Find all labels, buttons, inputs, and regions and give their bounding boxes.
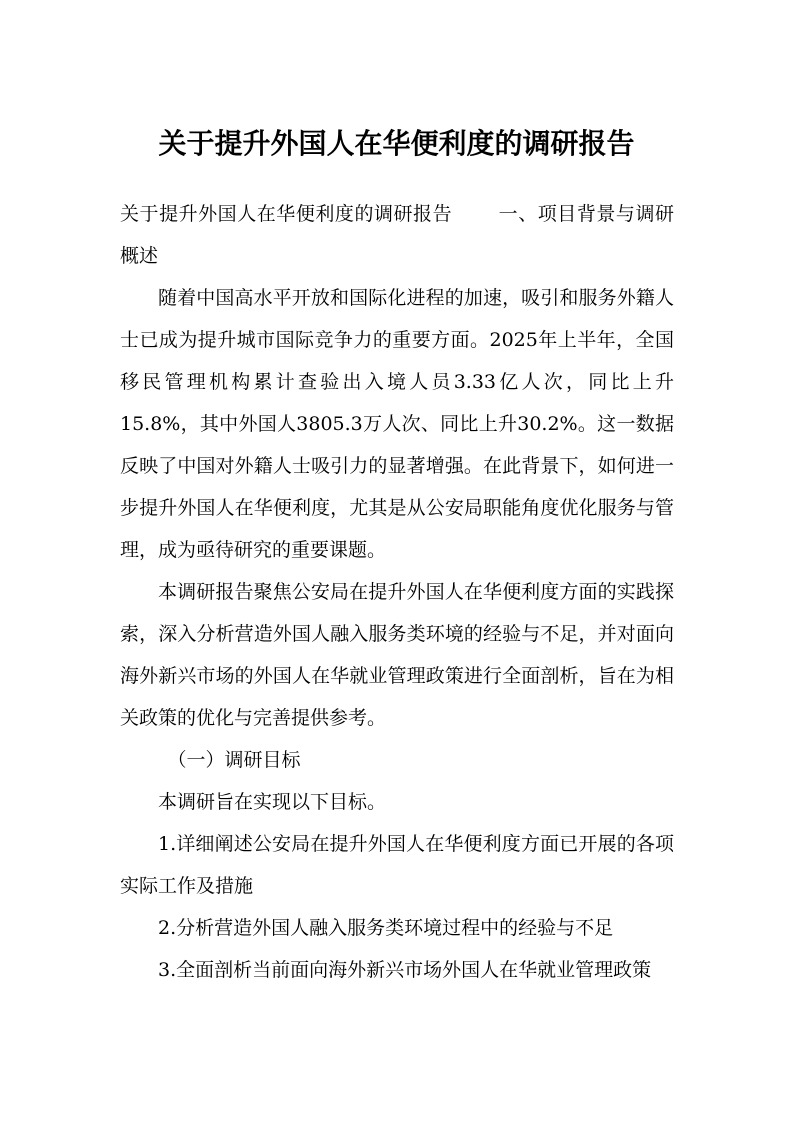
goal-item-3: 3.全面剖析当前面向海外新兴市场外国人在华就业管理政策 — [158, 959, 652, 981]
goals-intro: 本调研旨在实现以下目标。 — [158, 791, 387, 813]
goal-item-2: 2.分析营造外国人融入服务类环境过程中的经验与不足 — [158, 917, 614, 939]
document-title: 关于提升外国人在华便利度的调研报告 — [158, 127, 635, 160]
document-body — [120, 193, 674, 991]
goal-item-1: 1.详细阐述公安局在提升外国人在华便利度方面已开展的各项实际工作及措施 — [120, 833, 674, 897]
intro-title: 关于提升外国人在华便利度的调研报告 — [120, 203, 453, 225]
subheading-goals: （一）调研目标 — [167, 749, 301, 771]
intro-line — [120, 193, 674, 277]
section-heading: 一、项目背景与调研概述 — [120, 203, 674, 267]
paragraph-background: 随着中国高水平开放和国际化进程的加速，吸引和服务外籍人士已成为提升城市国际竞争力的重要方面。2025年上半年，全国移民管理机构累计查验出入境人员3.33亿人次，同比上升15.8%，其中外国人3805.3万人次、同比上升30.2%。这一数据反映了中国对外籍人士吸引力的显著增强。在此背景下，如何进一步提升外国人在华便利度，尤其是从公安局职能角度优化服务与管理，成为亟待研究的重要课题。 — [120, 287, 674, 561]
paragraph-focus: 本调研报告聚焦公安局在提升外国人在华便利度方面的实践探索，深入分析营造外国人融入服务类环境的经验与不足，并对面向海外新兴市场的外国人在华就业管理政策进行全面剖析，旨在为相关政策的优化与完善提供参考。 — [120, 581, 674, 729]
